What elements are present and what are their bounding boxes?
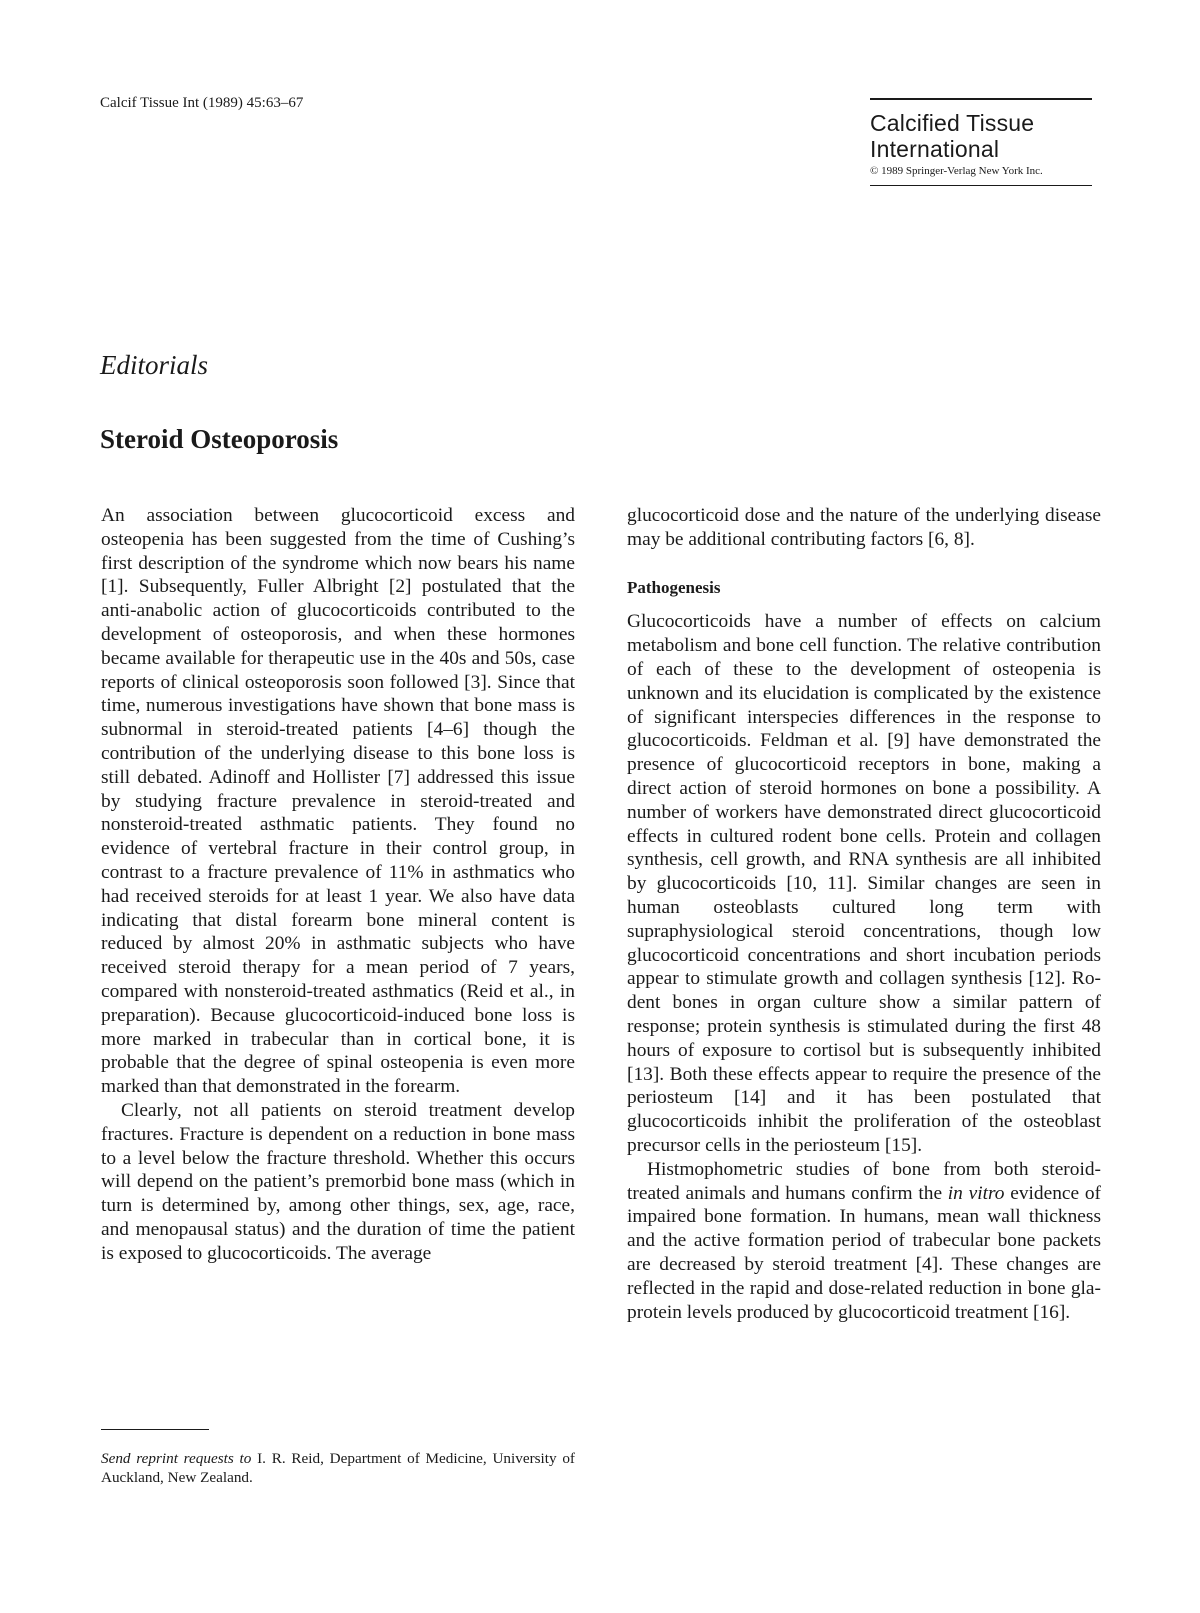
- article-title: Steroid Osteoporosis: [100, 424, 339, 454]
- paragraph-text: Histmophometric studies of bone from both steroid-treated animals and humans confirm the: [627, 1158, 1101, 1204]
- body-paragraph: Clearly, not all patients on steroid treatment develop fractures. Fracture is dependent on a reduction in bone mass to a level below the fracture threshold. Whether this occurs will depend on the patient’s premorbid bone mass (which in turn is determined by, among other things, sex, age, race, and menopausal status) and the duration of time the patient is exposed to glucocorticoids. The average: [101, 1099, 575, 1264]
- body-paragraph: Glucocorticoids have a number of effects on calcium metabolism and bone cell function. The relative contribution of each of these to the development of osteopenia is unknown and its elucidation is complicated by the existence of significant interspecies differences in the response to glucocorticoids. Feldman et al. [9] have demonstrated the presence of glucocorticoid receptors in bone, making a direct action of steroid hormones on bone a possibility. A number of workers have demonstrated direct glucocorticoid effects in cultured rodent bone cells. Protein and collagen synthesis, cell growth, and RNA synthesis are all inhibited by glucocorticoids [10, 11]. Similar changes are seen in human osteoblasts cultured long term with supraphysiological steroid concentrations, though low glucocorticoid concentrations and short incubation periods appear to stimulate growth and collagen synthesis [12]. Rodent bones in organ culture show a similar pattern of response; protein synthesis is stimulated during the first 48 hours of exposure to cortisol but is subsequently inhibited [13]. Both these effects appear to require the presence of the periosteum [14] and it has been postulated that glucocorticoids inhibit the proliferation of the osteoblast precursor cells in the periosteum [15].: [627, 611, 1101, 1156]
- journal-name: Calcified Tissue International: [870, 109, 1035, 162]
- right-column: [627, 504, 1101, 1324]
- footnote: [101, 1449, 575, 1487]
- paragraph-text: evidence of impaired bone formation. In humans, mean wall thickness and the active formation period of trabecular bone packets are decreased by steroid treatment [4]. These changes are reflected in the rapid and dose-related reduction in bone glaprotein levels produced by glucocorticoid treatment [16].: [627, 1182, 1101, 1323]
- body-paragraph: glucocorticoid dose and the nature of the underlying disease may be additional contributing factors [6, 8].: [627, 505, 1101, 550]
- masthead-bottom-rule: [870, 185, 1092, 187]
- body-paragraph: [627, 1158, 1101, 1325]
- section-label: Editorials: [100, 350, 209, 380]
- copyright-notice: © 1989 Springer-Verlag New York Inc.: [870, 164, 1043, 177]
- footnote-lead: Send reprint requests to: [101, 1450, 252, 1467]
- body-paragraph: An association between glucocorticoid excess and osteopenia has been suggested from the time of Cushing’s first description of the syndrome which now bears his name [1]. Subsequently, Fuller Albright [2] postulated that the anti-anabolic action of glucocorticoids contributed to the development of osteoporosis, and when these hormones became available for therapeutic use in the 40s and 50s, case reports of clinical osteoporosis soon followed [3]. Since that time, numerous investigations have shown that bone mass is subnormal in steroid-treated patients [4–6] though the contribution of the underlying disease to this bone loss is still debated. Adinoff and Hollister [7] addressed this issue by studying fracture prevalence in steroid-treated and nonsteroid-treated asthmatic patients. They found no evidence of vertebral fracture in their control group, in contrast to a fracture prevalence of 11% in asthmatics who had received steroids for at least 1 year. We also have data indicating that distal forearm bone mineral content is reduced by almost 20% in asthmatic subjects who have received steroid therapy for a mean period of 7 years, compared with nonsteroid-treated asthmatics (Reid et al., in preparation). Because glucocorticoid-induced bone loss is more marked in trabecular than in cortical bone, it is probable that the degree of spinal osteopenia is even more marked than that demonstrated in the forearm.: [101, 505, 575, 1098]
- footnote-text: I. R. Reid, Department of Medicine, University of Auckland, New Zealand.: [101, 1450, 575, 1486]
- journal-citation: Calcif Tissue Int (1989) 45:63–67: [100, 95, 304, 111]
- italic-term: in vitro: [947, 1182, 1005, 1204]
- left-column: [101, 504, 575, 1266]
- section-heading-pathogenesis: Pathogenesis: [627, 577, 721, 597]
- masthead-top-rule: [870, 98, 1092, 100]
- journal-masthead: [870, 98, 1092, 186]
- footnote-rule: [101, 1429, 209, 1430]
